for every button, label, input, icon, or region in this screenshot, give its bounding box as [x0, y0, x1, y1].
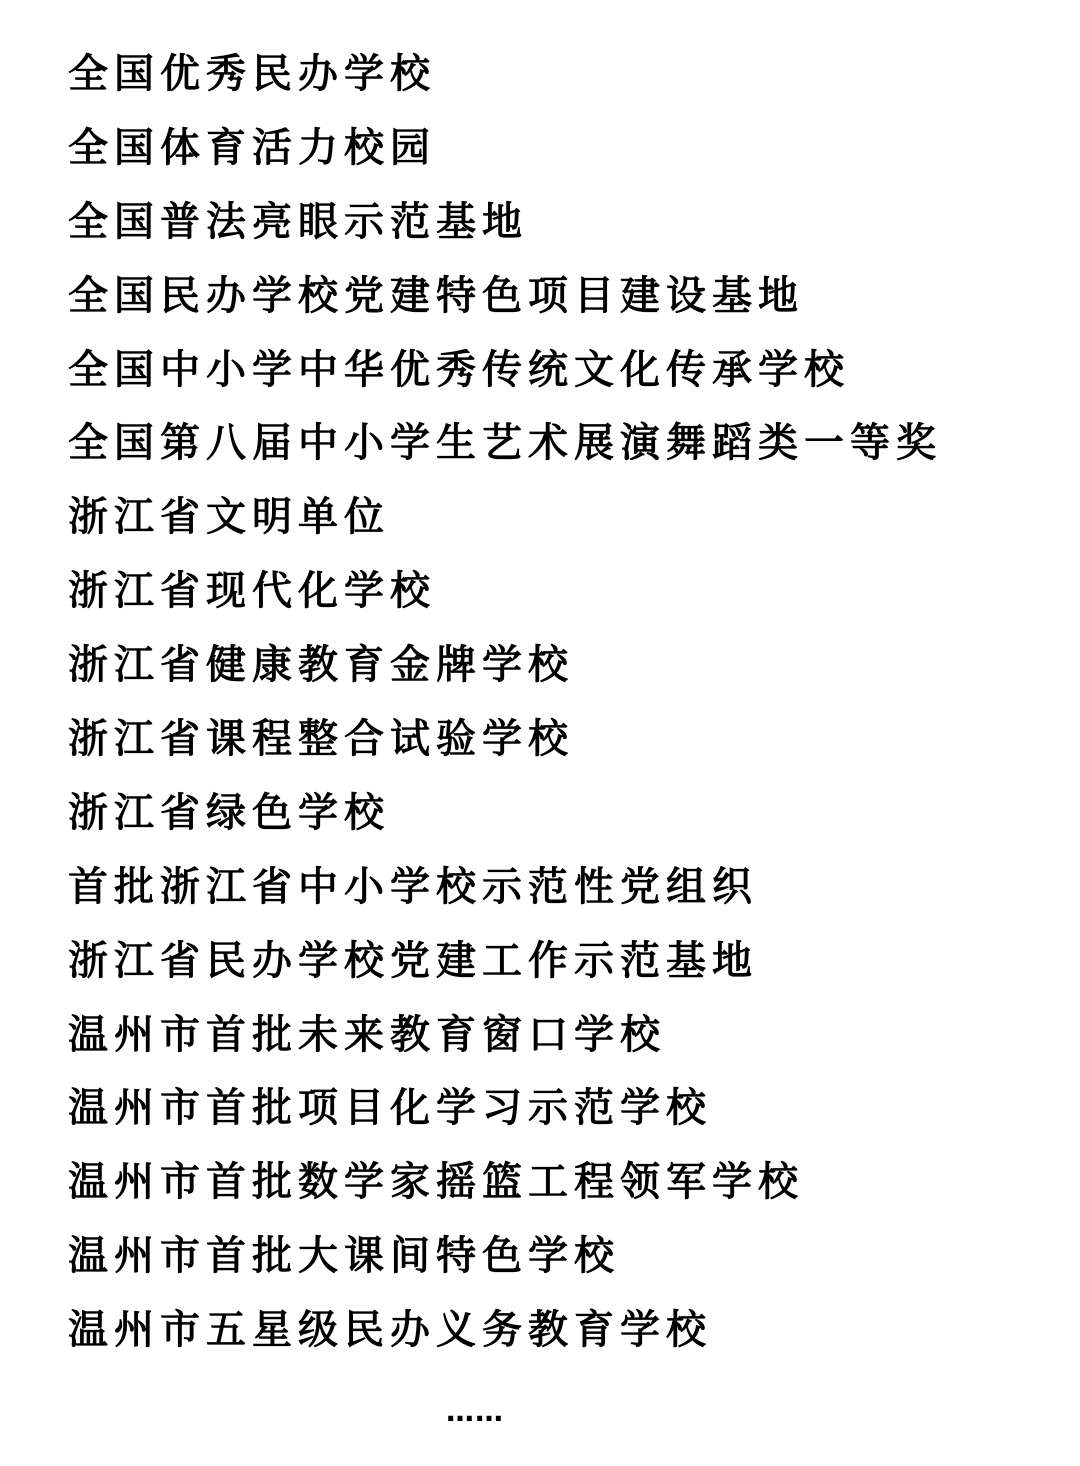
honor-item: 浙江省文明单位 — [68, 494, 390, 541]
honor-item: 温州市首批项目化学习示范学校 — [68, 1085, 712, 1132]
honor-item: 全国普法亮眼示范基地 — [68, 198, 528, 245]
honor-item: 全国优秀民办学校 — [68, 51, 436, 97]
honor-item: 全国体育活力校园 — [68, 124, 436, 171]
honor-item: 浙江省民办学校党建工作示范基地 — [68, 937, 758, 984]
honor-item: 首批浙江省中小学校示范性党组织 — [68, 863, 758, 910]
honor-item: 浙江省课程整合试验学校 — [68, 716, 574, 763]
honor-item: 温州市首批大课间特色学校 — [68, 1233, 620, 1280]
honor-item: 全国中小学中华优秀传统文化传承学校 — [68, 346, 850, 393]
honor-item: 温州市首批未来教育窗口学校 — [68, 1011, 666, 1058]
honor-list — [68, 44, 942, 1374]
honor-item: 温州市五星级民办义务教育学校 — [68, 1307, 712, 1354]
honor-item: 浙江省现代化学校 — [68, 568, 436, 615]
honor-item: 全国民办学校党建特色项目建设基地 — [68, 272, 804, 319]
honor-item: 浙江省健康教育金牌学校 — [68, 642, 574, 689]
honor-item: 浙江省绿色学校 — [68, 789, 390, 836]
honor-item: 温州市首批数学家摇篮工程领军学校 — [68, 1159, 804, 1206]
honor-item: 全国第八届中小学生艺术展演舞蹈类一等奖 — [68, 420, 942, 467]
ellipsis-more: …… — [446, 1395, 504, 1428]
